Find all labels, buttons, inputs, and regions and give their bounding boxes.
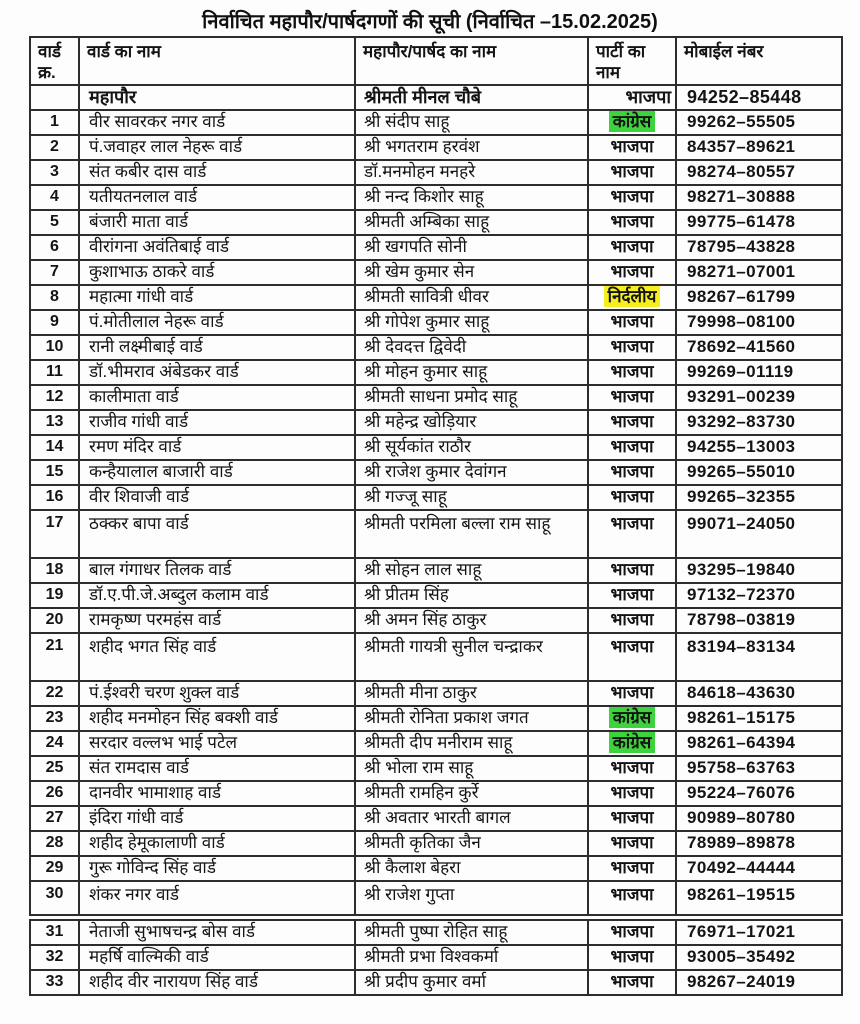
no-cell: 21 [30, 633, 79, 681]
no-cell: 5 [30, 210, 79, 235]
ward-cell: संत कबीर दास वार्ड [79, 160, 355, 185]
party-cell: भाजपा [588, 945, 676, 970]
party-cell: भाजपा [588, 210, 676, 235]
header-ward-number: वार्ड क्र. [30, 37, 79, 85]
no-cell: 27 [30, 806, 79, 831]
name-cell: श्री सूर्यकांत राठौर [355, 435, 588, 460]
party-cell: भाजपा [588, 485, 676, 510]
mobile-cell: 99775–61478 [676, 210, 842, 235]
mobile-cell: 84357–89621 [676, 135, 842, 160]
table-row [30, 831, 842, 856]
no-cell: 6 [30, 235, 79, 260]
party-cell: भाजपा [588, 681, 676, 706]
header-ward-name: वार्ड का नाम [79, 37, 355, 85]
party-cell: भाजपा [588, 410, 676, 435]
ward-cell: पं.ईश्वरी चरण शुक्ल वार्ड [79, 681, 355, 706]
table-row [30, 633, 842, 681]
name-cell: श्रीमती अम्बिका साहू [355, 210, 588, 235]
ward-cell: कालीमाता वार्ड [79, 385, 355, 410]
name-cell: श्री सोहन लाल साहू [355, 558, 588, 583]
name-cell: श्रीमती गायत्री सुनील चन्द्राकर [355, 633, 588, 681]
name-cell: श्री अवतार भारती बागल [355, 806, 588, 831]
no-cell: 32 [30, 945, 79, 970]
no-cell: 24 [30, 731, 79, 756]
mobile-cell: 99265–32355 [676, 485, 842, 510]
no-cell: 26 [30, 781, 79, 806]
party-cell: भाजपा [588, 856, 676, 881]
no-cell: 25 [30, 756, 79, 781]
ward-cell: वीर शिवाजी वार्ड [79, 485, 355, 510]
mobile-cell: 98271–07001 [676, 260, 842, 285]
table-row [30, 970, 842, 995]
no-cell: 20 [30, 608, 79, 633]
mobile-cell: 78795–43828 [676, 235, 842, 260]
table-row [30, 385, 842, 410]
no-cell: 1 [30, 110, 79, 135]
name-cell: श्रीमती सावित्री धीवर [355, 285, 588, 310]
table-row [30, 135, 842, 160]
table-header [30, 37, 842, 85]
name-cell: श्री भगतराम हरवंश [355, 135, 588, 160]
mobile-cell: 98271–30888 [676, 185, 842, 210]
ward-cell: पं.जवाहर लाल नेहरू वार्ड [79, 135, 355, 160]
table-row [30, 335, 842, 360]
party-highlight: कांग्रेस [609, 732, 656, 753]
header-person-name: महापौर/पार्षद का नाम [355, 37, 588, 85]
ward-cell: शहीद वीर नारायण सिंह वार्ड [79, 970, 355, 995]
no-cell: 7 [30, 260, 79, 285]
table-row [30, 435, 842, 460]
ward-cell: डॉ.ए.पी.जे.अब्दुल कलाम वार्ड [79, 583, 355, 608]
ward-cell: इंदिरा गांधी वार्ड [79, 806, 355, 831]
ward-cell: शहीद मनमोहन सिंह बक्शी वार्ड [79, 706, 355, 731]
table-row [30, 856, 842, 881]
party-cell: भाजपा [588, 310, 676, 335]
table-row [30, 460, 842, 485]
table-row [30, 235, 842, 260]
name-cell: श्री गोपेश कुमार साहू [355, 310, 588, 335]
header-row [30, 37, 842, 85]
name-cell: श्रीमती रामहिन कुर्रे [355, 781, 588, 806]
ward-cell: महापौर [79, 85, 355, 110]
table-row [30, 260, 842, 285]
table-row [30, 285, 842, 310]
name-cell: श्री देवदत्त द्विवेदी [355, 335, 588, 360]
table-row [30, 210, 842, 235]
mobile-cell: 98274–80557 [676, 160, 842, 185]
party-cell: भाजपा [588, 260, 676, 285]
mobile-cell: 90989–80780 [676, 806, 842, 831]
ward-cell: सरदार वल्लभ भाई पटेल [79, 731, 355, 756]
party-cell: भाजपा [588, 920, 676, 945]
mobile-cell: 98261–64394 [676, 731, 842, 756]
page-title: निर्वाचित महापौर/पार्षदगणों की सूची (निर्वाचित –15.02.2025) [202, 11, 658, 33]
party-cell: भाजपा [588, 583, 676, 608]
no-cell: 15 [30, 460, 79, 485]
table-row [30, 360, 842, 385]
party-cell: भाजपा [588, 831, 676, 856]
table-row [30, 110, 842, 135]
no-cell: 8 [30, 285, 79, 310]
mobile-cell: 78798–03819 [676, 608, 842, 633]
table-row [30, 160, 842, 185]
name-cell: श्री राजेश गुप्ता [355, 881, 588, 915]
party-highlight: कांग्रेस [609, 111, 656, 132]
party-cell: भाजपा [588, 360, 676, 385]
party-cell: भाजपा [588, 460, 676, 485]
ward-cell: राजीव गांधी वार्ड [79, 410, 355, 435]
table-row [30, 920, 842, 945]
ward-cell: रामकृष्ण परमहंस वार्ड [79, 608, 355, 633]
no-cell: 23 [30, 706, 79, 731]
party-cell: भाजपा [588, 881, 676, 915]
name-cell: श्री अमन सिंह ठाकुर [355, 608, 588, 633]
mobile-cell: 78692–41560 [676, 335, 842, 360]
party-cell [588, 706, 676, 731]
party-cell: भाजपा [588, 806, 676, 831]
mobile-cell: 84618–43630 [676, 681, 842, 706]
mobile-cell: 98261–19515 [676, 881, 842, 915]
mobile-cell: 93292–83730 [676, 410, 842, 435]
no-cell: 28 [30, 831, 79, 856]
mobile-cell: 76971–17021 [676, 920, 842, 945]
table-row [30, 185, 842, 210]
no-cell: 13 [30, 410, 79, 435]
mobile-cell: 97132–72370 [676, 583, 842, 608]
table-row [30, 681, 842, 706]
name-cell: श्री गज्जू साहू [355, 485, 588, 510]
ward-cell: यतीयतनलाल वार्ड [79, 185, 355, 210]
no-cell: 18 [30, 558, 79, 583]
ward-cell: शहीद हेमूकालाणी वार्ड [79, 831, 355, 856]
party-cell: भाजपा [588, 435, 676, 460]
table-row [30, 583, 842, 608]
table-row [30, 410, 842, 435]
party-cell [588, 110, 676, 135]
ward-cell: गुरू गोविन्द सिंह वार्ड [79, 856, 355, 881]
header-party-name: पार्टी का नाम [588, 37, 676, 85]
mobile-cell: 98267–24019 [676, 970, 842, 995]
header-mobile-number: मोबाईल नंबर [676, 37, 842, 85]
name-cell: श्रीमती कृतिका जैन [355, 831, 588, 856]
table-row [30, 310, 842, 335]
mobile-cell: 98267–61799 [676, 285, 842, 310]
party-cell: भाजपा [588, 781, 676, 806]
mobile-cell: 78989–89878 [676, 831, 842, 856]
mobile-cell: 99262–55505 [676, 110, 842, 135]
table-row [30, 806, 842, 831]
party-cell: भाजपा [588, 385, 676, 410]
party-cell: भाजपा [588, 160, 676, 185]
table-row [30, 485, 842, 510]
name-cell: श्रीमती मीना ठाकुर [355, 681, 588, 706]
party-cell: भाजपा [588, 970, 676, 995]
party-cell [588, 285, 676, 310]
mobile-cell: 93005–35492 [676, 945, 842, 970]
name-cell: श्रीमती रोनिता प्रकाश जगत [355, 706, 588, 731]
no-cell: 31 [30, 920, 79, 945]
table-row [30, 781, 842, 806]
name-cell: श्रीमती मीनल चौबे [355, 85, 588, 110]
name-cell: श्री खेम कुमार सेन [355, 260, 588, 285]
no-cell: 33 [30, 970, 79, 995]
mobile-cell: 83194–83134 [676, 633, 842, 681]
name-cell: श्री मोहन कुमार साहू [355, 360, 588, 385]
table-row [30, 945, 842, 970]
table-row [30, 558, 842, 583]
no-cell: 9 [30, 310, 79, 335]
mobile-cell: 95224–76076 [676, 781, 842, 806]
name-cell: श्री नन्द किशोर साहू [355, 185, 588, 210]
no-cell: 2 [30, 135, 79, 160]
name-cell: श्रीमती परमिला बल्ला राम साहू [355, 510, 588, 558]
ward-cell: रमण मंदिर वार्ड [79, 435, 355, 460]
table-row [30, 706, 842, 731]
no-cell: 14 [30, 435, 79, 460]
mobile-cell: 98261–15175 [676, 706, 842, 731]
name-cell: श्री प्रदीप कुमार वर्मा [355, 970, 588, 995]
party-cell: भाजपा [588, 235, 676, 260]
party-cell: भाजपा [588, 85, 676, 110]
mobile-cell: 99071–24050 [676, 510, 842, 558]
party-cell: भाजपा [588, 633, 676, 681]
ward-cell: वीरांगना अवंतिबाई वार्ड [79, 235, 355, 260]
ward-cell: वीर सावरकर नगर वार्ड [79, 110, 355, 135]
table-row [30, 85, 842, 110]
no-cell: 4 [30, 185, 79, 210]
ward-cell: दानवीर भामाशाह वार्ड [79, 781, 355, 806]
party-cell: भाजपा [588, 135, 676, 160]
party-cell: भाजपा [588, 510, 676, 558]
ward-cell: कुशाभाऊ ठाकरे वार्ड [79, 260, 355, 285]
table-row [30, 510, 842, 558]
party-cell [588, 731, 676, 756]
mobile-cell: 94252–85448 [676, 85, 842, 110]
name-cell: श्रीमती दीप मनीराम साहू [355, 731, 588, 756]
roster-table [29, 36, 843, 996]
mobile-cell: 93291–00239 [676, 385, 842, 410]
mobile-cell: 79998–08100 [676, 310, 842, 335]
name-cell: श्रीमती पुष्पा रोहित साहू [355, 920, 588, 945]
no-cell: 19 [30, 583, 79, 608]
mobile-cell: 99269–01119 [676, 360, 842, 385]
name-cell: श्री राजेश कुमार देवांगन [355, 460, 588, 485]
mobile-cell: 70492–44444 [676, 856, 842, 881]
no-cell: 10 [30, 335, 79, 360]
ward-cell: डॉ.भीमराव अंबेडकर वार्ड [79, 360, 355, 385]
mobile-cell: 95758–63763 [676, 756, 842, 781]
name-cell: श्री भोला राम साहू [355, 756, 588, 781]
party-cell: भाजपा [588, 335, 676, 360]
ward-cell: संत रामदास वार्ड [79, 756, 355, 781]
ward-cell: पं.मोतीलाल नेहरू वार्ड [79, 310, 355, 335]
no-cell: 29 [30, 856, 79, 881]
table-row [30, 756, 842, 781]
no-cell: 16 [30, 485, 79, 510]
party-highlight: निर्दलीय [604, 286, 661, 307]
ward-cell: बंजारी माता वार्ड [79, 210, 355, 235]
ward-cell: महात्मा गांधी वार्ड [79, 285, 355, 310]
no-cell: 17 [30, 510, 79, 558]
no-cell [30, 85, 79, 110]
ward-cell: बाल गंगाधर तिलक वार्ड [79, 558, 355, 583]
ward-cell: ठक्कर बापा वार्ड [79, 510, 355, 558]
ward-cell: नेताजी सुभाषचन्द्र बोस वार्ड [79, 920, 355, 945]
ward-cell: महर्षि वाल्मिकी वार्ड [79, 945, 355, 970]
name-cell: डॉ.मनमोहन मनहरे [355, 160, 588, 185]
name-cell: श्री महेन्द्र खोड़ियार [355, 410, 588, 435]
party-cell: भाजपा [588, 608, 676, 633]
no-cell: 11 [30, 360, 79, 385]
no-cell: 3 [30, 160, 79, 185]
name-cell: श्री संदीप साहू [355, 110, 588, 135]
party-cell: भाजपा [588, 756, 676, 781]
party-cell: भाजपा [588, 558, 676, 583]
name-cell: श्रीमती साधना प्रमोद साहू [355, 385, 588, 410]
name-cell: श्री कैलाश बेहरा [355, 856, 588, 881]
table-row [30, 608, 842, 633]
no-cell: 12 [30, 385, 79, 410]
name-cell: श्री खगपति सोनी [355, 235, 588, 260]
mobile-cell: 94255–13003 [676, 435, 842, 460]
ward-cell: शंकर नगर वार्ड [79, 881, 355, 915]
name-cell: श्रीमती प्रभा विश्वकर्मा [355, 945, 588, 970]
ward-cell: कन्हैयालाल बाजारी वार्ड [79, 460, 355, 485]
no-cell: 30 [30, 881, 79, 915]
name-cell: श्री प्रीतम सिंह [355, 583, 588, 608]
table-body [30, 85, 842, 995]
party-highlight: कांग्रेस [609, 707, 656, 728]
mobile-cell: 93295–19840 [676, 558, 842, 583]
table-row [30, 881, 842, 915]
no-cell: 22 [30, 681, 79, 706]
party-cell: भाजपा [588, 185, 676, 210]
mobile-cell: 99265–55010 [676, 460, 842, 485]
ward-cell: शहीद भगत सिंह वार्ड [79, 633, 355, 681]
ward-cell: रानी लक्ष्मीबाई वार्ड [79, 335, 355, 360]
table-row [30, 731, 842, 756]
